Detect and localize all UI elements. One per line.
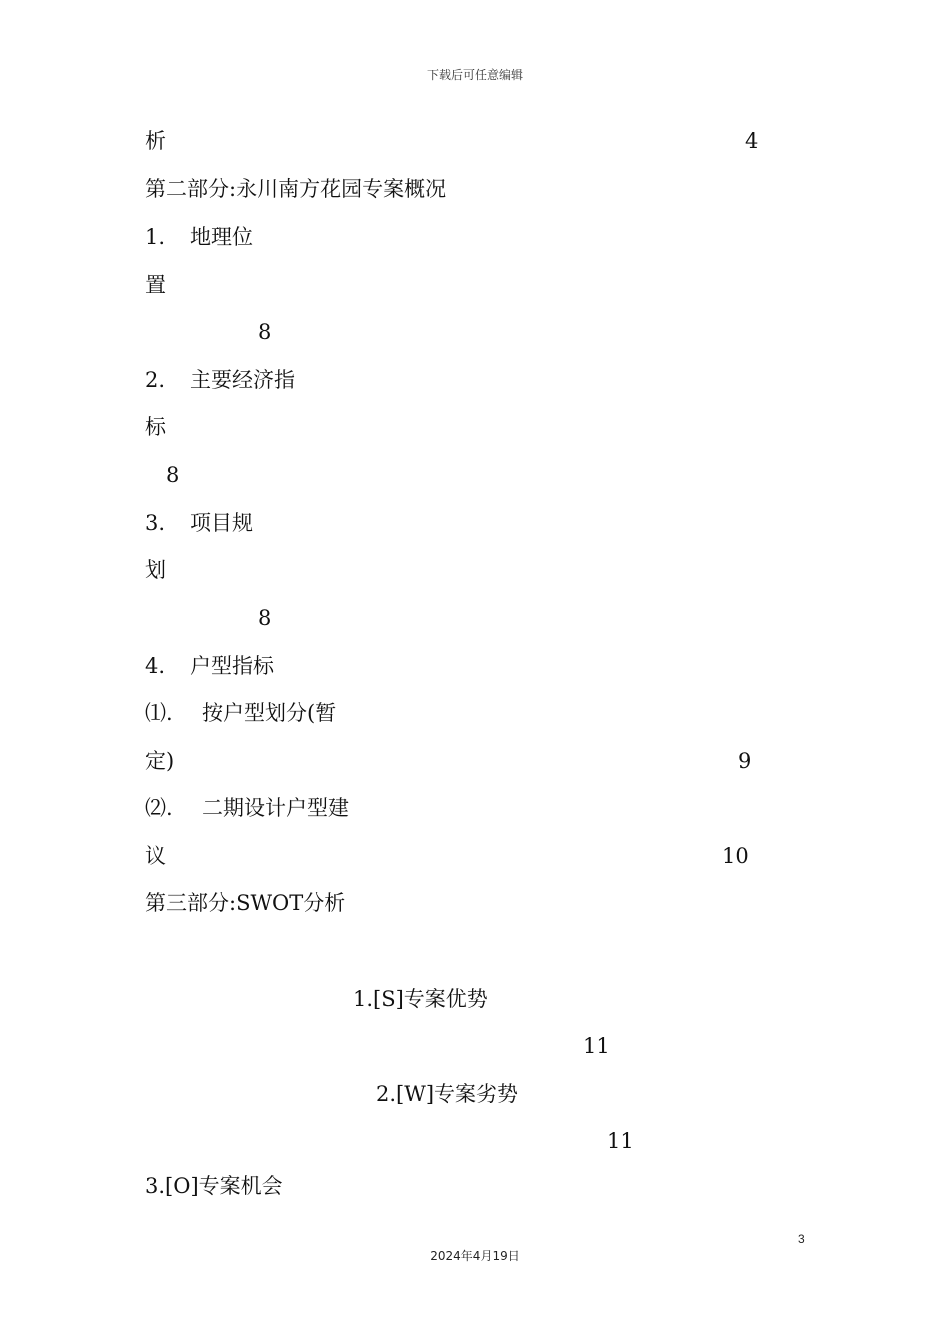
toc-item-continuation: 划 xyxy=(145,558,166,582)
toc-item-title: 2.[W]专案劣势 xyxy=(376,1082,519,1106)
toc-item-title: 地理位 xyxy=(190,225,253,249)
toc-part-heading: 第二部分:永川南方花园专案概况 xyxy=(145,177,447,201)
toc-item-number: 4. xyxy=(145,654,166,678)
toc-item-number: 3. xyxy=(145,511,166,535)
toc-page-number: 8 xyxy=(258,606,272,630)
page-header: 下载后可任意编辑 xyxy=(426,68,523,82)
toc-item-title: 3.[O]专案机会 xyxy=(145,1174,283,1198)
toc-item-title: 项目规 xyxy=(190,511,253,535)
toc-item-title: 主要经济指 xyxy=(190,368,295,392)
toc-page-number: 10 xyxy=(722,844,749,868)
toc-item-title: 1.[S]专案优势 xyxy=(353,987,488,1011)
toc-item-continuation: 标 xyxy=(145,415,166,439)
page-footer-date: 2024年4月19日 xyxy=(430,1249,520,1263)
toc-item-number: 2. xyxy=(145,368,166,392)
toc-page-number: 11 xyxy=(583,1034,610,1058)
toc-page-number: 11 xyxy=(607,1129,634,1153)
page-number: 3 xyxy=(798,1232,805,1246)
toc-line: 析 xyxy=(145,129,166,153)
toc-subitem-continuation: 定) xyxy=(145,749,175,773)
toc-part-heading: 第三部分:SWOT分析 xyxy=(145,891,346,915)
toc-subitem-title: 二期设计户型建 xyxy=(202,796,349,820)
toc-page-number: 8 xyxy=(166,463,180,487)
toc-subitem-title: 按户型划分(暂 xyxy=(202,701,337,725)
toc-page-number: 4 xyxy=(745,129,759,153)
toc-item-continuation: 置 xyxy=(145,273,166,297)
toc-subitem-number: ⑵. xyxy=(145,796,173,820)
toc-subitem-continuation: 议 xyxy=(145,844,166,868)
toc-item-title: 户型指标 xyxy=(190,654,274,678)
toc-item-number: 1. xyxy=(145,225,166,249)
toc-page-number: 9 xyxy=(738,749,752,773)
toc-subitem-number: ⑴. xyxy=(145,701,173,725)
toc-page-number: 8 xyxy=(258,320,272,344)
